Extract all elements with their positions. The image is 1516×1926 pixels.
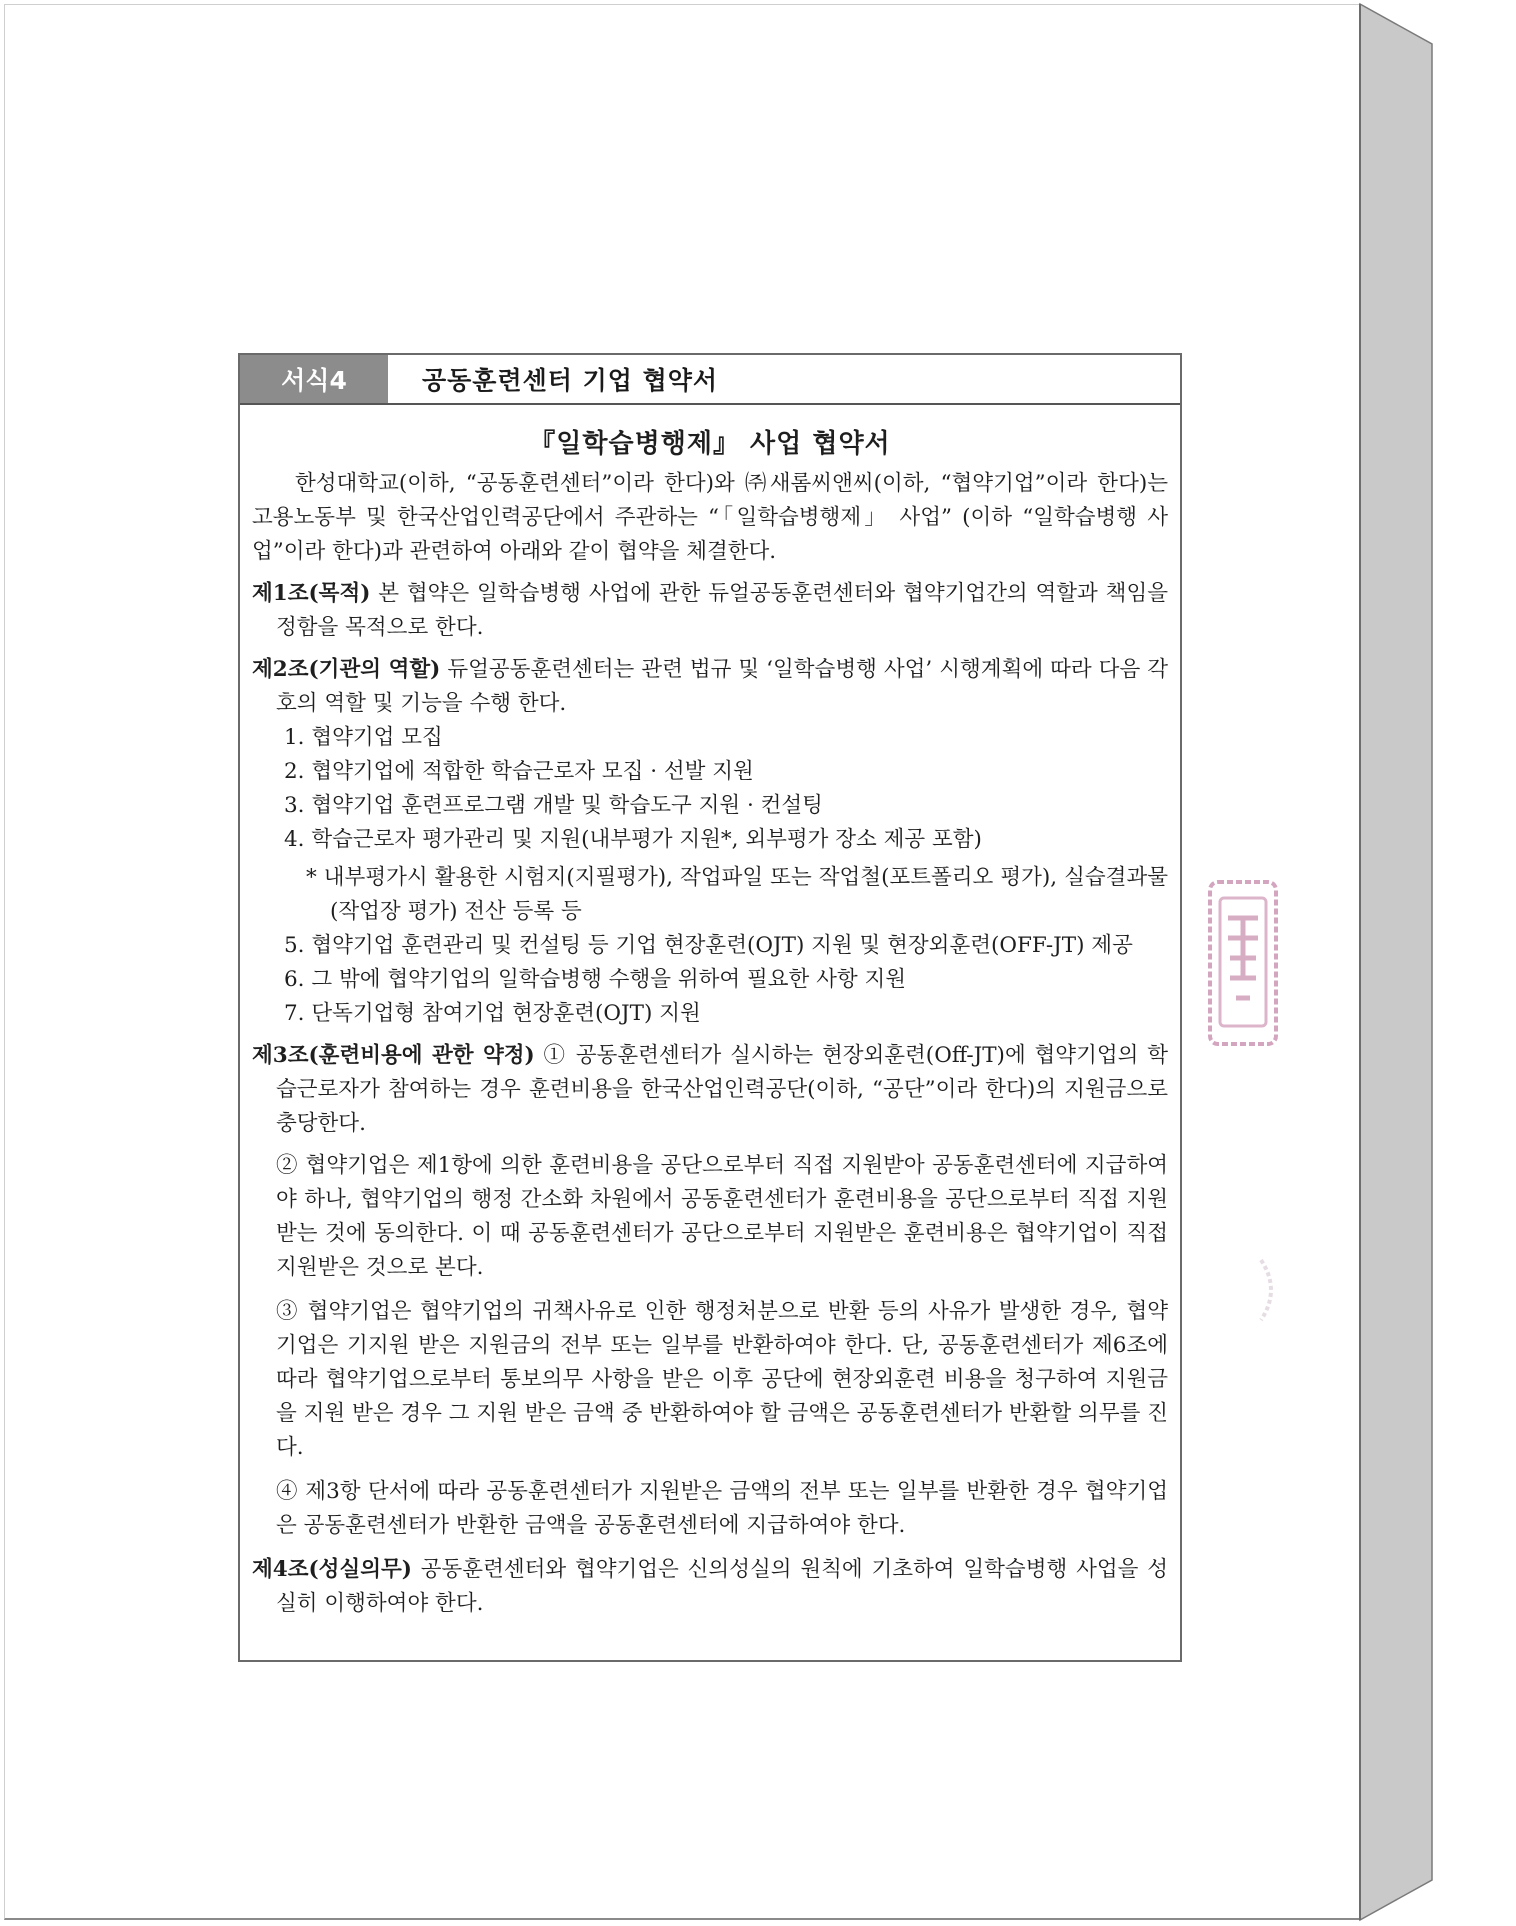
article-1 [252, 577, 1168, 645]
document-title: 『일학습병행제』 사업 협약서 [529, 429, 891, 459]
form-title: 공동훈련센터 기업 협약서 [422, 366, 719, 395]
article-2-text: 듀얼공동훈련센터는 관련 법규 및 ‘일학습병행 사업’ 시행계획에 따라 다음 각 호의 역할 및 기능을 수행 한다. [276, 657, 1168, 716]
article-3-heading: 제3조(훈련비용에 관한 약정) [252, 1043, 535, 1068]
article-4 [252, 1553, 1168, 1621]
article-3-paragraph-4: ④ 제3항 단서에 따라 공동훈련센터가 지원받은 금액의 전부 또는 일부를 반환한 경우 협약기업은 공동훈련센터가 반환한 금액을 공동훈련센터에 지급하여야 한다. [276, 1479, 1168, 1538]
document-body [252, 467, 1168, 1629]
form-header [240, 355, 1180, 405]
article-2-list-continued [252, 929, 1168, 1031]
list-item: 2. 협약기업에 적합한 학습근로자 모집 · 선발 지원 [284, 759, 754, 784]
partial-stamp-icon [1256, 1255, 1286, 1325]
intro-paragraph: 한성대학교(이하, “공동훈련센터”이라 한다)와 ㈜새롬씨앤씨(이하, “협약기업”이라 한다)는 고용노동부 및 한국산업인력공단에서 주관하는 “「일학습병행제」 사업” (이하 “일학습병행 사업”이라 한다)과 관련하여 아래와 같이 협약을 체결한다. [252, 471, 1168, 564]
agreement-form [238, 353, 1182, 1662]
article-4-heading: 제4조(성실의무) [252, 1557, 412, 1582]
article-2-note: * 내부평가시 활용한 시험지(지필평가), 작업파일 또는 작업철(포트폴리오 평가), 실습결과물(작업장 평가) 전산 등록 등 [306, 865, 1168, 924]
article-2 [252, 653, 1168, 721]
article-2-list [252, 721, 1168, 857]
article-4-text: 공동훈련센터와 협약기업은 신의성실의 원칙에 기초하여 일학습병행 사업을 성실히 이행하여야 한다. [276, 1557, 1168, 1616]
list-item: 1. 협약기업 모집 [284, 725, 443, 750]
list-item: 7. 단독기업형 참여기업 현장훈련(OJT) 지원 [284, 1001, 701, 1026]
article-3 [252, 1039, 1168, 1141]
article-2-heading: 제2조(기관의 역할) [252, 657, 441, 682]
article-3-paragraph-3: ③ 협약기업은 협약기업의 귀책사유로 인한 행정처분으로 반환 등의 사유가 발생한 경우, 협약기업은 기지원 받은 지원금의 전부 또는 일부를 반환하여야 한다. 단, 공동훈련센터가 제6조에 따라 협약기업으로부터 통보의무 사항을 받은 이후 공단에 현장외훈련 비용을 청구하여 지원금을 지원 받은 경우 그 지원 받은 금액 중 반환하여야 할 금액은 공동훈련센터가 반환할 의무를 진다. [276, 1299, 1168, 1460]
seal-stamp-icon [1206, 878, 1282, 1050]
list-item: 3. 협약기업 훈련프로그램 개발 및 학습도구 지원 · 컨설팅 [284, 793, 823, 818]
form-tag: 서식4 [240, 355, 388, 403]
list-item: 4. 학습근로자 평가관리 및 지원(내부평가 지원*, 외부평가 장소 제공 포함) [284, 827, 982, 852]
article-1-heading: 제1조(목적) [252, 581, 371, 606]
article-1-text: 본 협약은 일학습병행 사업에 관한 듀얼공동훈련센터와 협약기업간의 역할과 책임을 정함을 목적으로 한다. [276, 581, 1168, 640]
list-item: 5. 협약기업 훈련관리 및 컨설팅 등 기업 현장훈련(OJT) 지원 및 현장외훈련(OFF-JT) 제공 [284, 933, 1133, 958]
article-3-paragraph-2: ② 협약기업은 제1항에 의한 훈련비용을 공단으로부터 직접 지원받아 공동훈련센터에 지급하여야 하나, 협약기업의 행정 간소화 차원에서 공동훈련센터가 훈련비용을 공단으로부터 직접 지원받는 것에 동의한다. 이 때 공동훈련센터가 공단으로부터 지원받은 훈련비용은 협약기업이 직접 지원받은 것으로 본다. [276, 1153, 1168, 1280]
list-item: 6. 그 밖에 협약기업의 일학습병행 수행을 위하여 필요한 사항 지원 [284, 967, 907, 992]
article-3-text: ① 공동훈련센터가 실시하는 현장외훈련(Off-JT)에 협약기업의 학습근로자가 참여하는 경우 훈련비용을 한국산업인력공단(이하, “공단”이라 한다)의 지원금으로 충당한다. [276, 1043, 1168, 1136]
